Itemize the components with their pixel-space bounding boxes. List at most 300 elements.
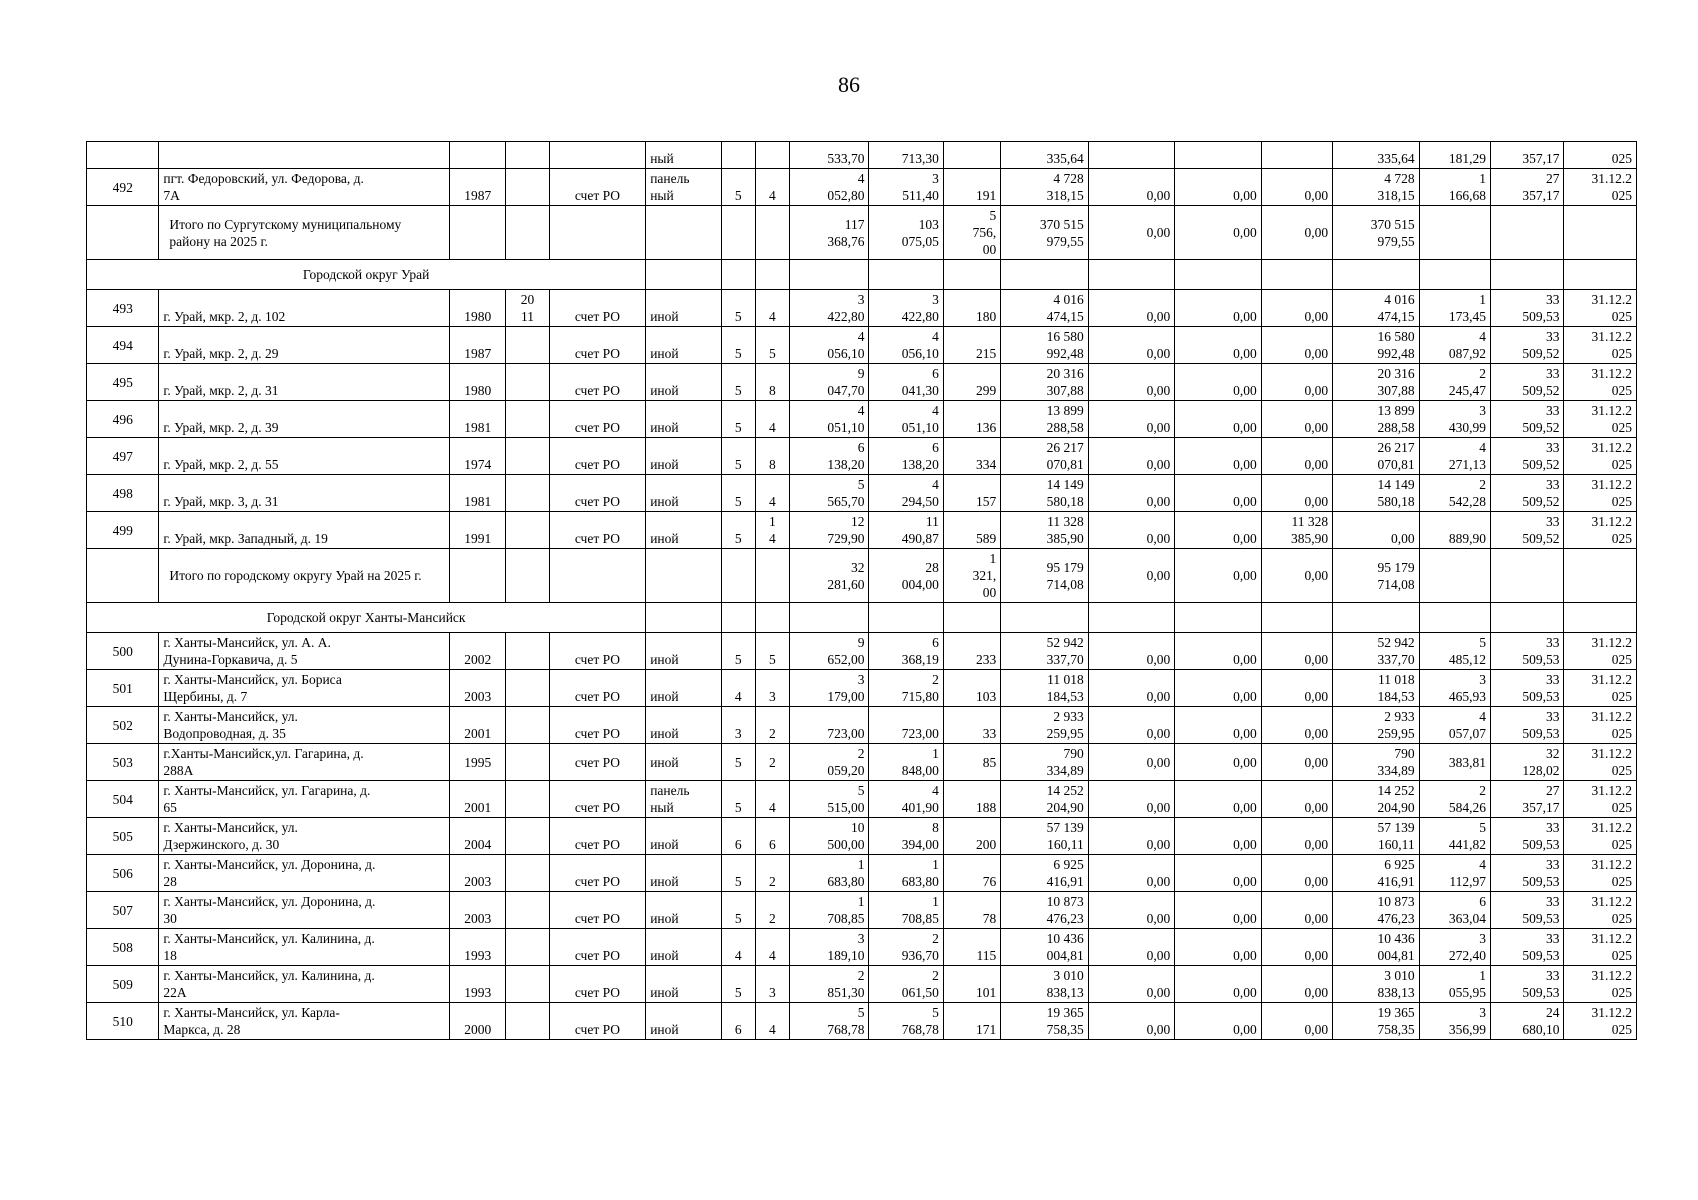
year-commissioned-cell [506,707,549,744]
floors-cell: 5 [721,512,755,549]
completion-date-cell: 31.12.2 025 [1564,966,1637,1003]
address-cell: г. Ханты-Мансийск, ул. Бориса Щербины, д. 7 [159,670,450,707]
table-row [87,633,1637,670]
fund-federal-cell: 0,00 [1088,327,1175,364]
residents-cell: 33 [943,707,1000,744]
fund-owners-cell: 26 217 070,81 [1333,438,1420,475]
empty-cell [1419,549,1490,603]
fund-regional-cell: 0,00 [1175,364,1262,401]
cost-per-sqm-cell: 5 441,82 [1419,818,1490,855]
residents-cell: 136 [943,401,1000,438]
wall-material-cell: иной [646,512,721,549]
fund-federal-cell [1088,142,1175,169]
year-commissioned-cell [506,1003,549,1040]
residents-cell [943,142,1000,169]
year-commissioned-cell [506,438,549,475]
empty-cell [1419,206,1490,260]
fund-local-cell: 0,00 [1261,169,1332,206]
completion-date-cell: 31.12.2 025 [1564,781,1637,818]
funding-source-cell: счет РО [549,169,646,206]
section-row [87,260,1637,290]
empty-cell [1419,260,1490,290]
entrances-cell: 3 [755,966,789,1003]
residents-cell: 334 [943,438,1000,475]
fund-federal-cell: 0,00 [1088,633,1175,670]
wall-material-cell: панель ный [646,781,721,818]
fund-regional-cell: 0,00 [1175,290,1262,327]
year-commissioned-cell [506,929,549,966]
year-commissioned-cell [506,744,549,781]
page-number: 86 [838,72,860,97]
residents-cell: 188 [943,781,1000,818]
total-cost-cell: 52 942 337,70 [1001,633,1089,670]
year-commissioned-cell [506,401,549,438]
floors-cell: 5 [721,438,755,475]
fund-owners-cell: 335,64 [1333,142,1420,169]
fund-regional-cell: 0,00 [1175,169,1262,206]
fund-federal-cell: 0,00 [1088,707,1175,744]
cost-per-sqm-cell: 889,90 [1419,512,1490,549]
year-built-cell: 2003 [450,855,506,892]
total-label: Итого по городскому округу Урай на 2025 г. [159,549,450,603]
wall-material-cell: иной [646,707,721,744]
year-commissioned-cell [506,855,549,892]
address-cell: г. Ханты-Мансийск, ул. Дзержинского, д. 30 [159,818,450,855]
year-commissioned-cell [506,818,549,855]
limit-per-sqm-cell: 33 509,52 [1491,475,1564,512]
completion-date-cell: 31.12.2 025 [1564,475,1637,512]
address-cell: г. Урай, мкр. 2, д. 29 [159,327,450,364]
row-number-cell: 508 [87,929,159,966]
limit-per-sqm-cell: 33 509,53 [1491,670,1564,707]
total-cost-cell: 11 328 385,90 [1001,512,1089,549]
area-living-cell: 3 422,80 [869,290,943,327]
address-cell: г. Урай, мкр. 2, д. 31 [159,364,450,401]
residents-cell: 101 [943,966,1000,1003]
year-built-cell: 2004 [450,818,506,855]
entrances-cell: 4 [755,290,789,327]
funding-source-cell: счет РО [549,707,646,744]
empty-cell [721,260,755,290]
total-cost-cell: 10 873 476,23 [1001,892,1089,929]
floors-cell: 5 [721,966,755,1003]
total-residents-cell: 5 756, 00 [943,206,1000,260]
completion-date-cell: 31.12.2 025 [1564,892,1637,929]
area-living-cell: 4 051,10 [869,401,943,438]
wall-material-cell: иной [646,892,721,929]
empty-cell [506,549,549,603]
floors-cell: 5 [721,855,755,892]
area-total-cell: 533,70 [790,142,869,169]
wall-material-cell: иной [646,855,721,892]
address-cell: г. Ханты-Мансийск, ул. Гагарина, д. 65 [159,781,450,818]
wall-material-cell: панель ный [646,169,721,206]
empty-cell [721,206,755,260]
fund-regional-cell: 0,00 [1175,401,1262,438]
funding-source-cell: счет РО [549,364,646,401]
year-commissioned-cell: 20 11 [506,290,549,327]
cost-per-sqm-cell: 1 055,95 [1419,966,1490,1003]
floors-cell: 4 [721,670,755,707]
completion-date-cell: 31.12.2 025 [1564,401,1637,438]
funding-source-cell: счет РО [549,892,646,929]
fund-local-cell: 0,00 [1261,475,1332,512]
row-number-cell: 509 [87,966,159,1003]
fund-federal-cell: 0,00 [1088,290,1175,327]
area-total-cell: 4 052,80 [790,169,869,206]
fund-owners-cell: 13 899 288,58 [1333,401,1420,438]
fund-regional-cell: 0,00 [1175,327,1262,364]
area-total-cell: 3 179,00 [790,670,869,707]
year-commissioned-cell [506,781,549,818]
fund-local-cell: 11 328 385,90 [1261,512,1332,549]
address-cell: г. Урай, мкр. 2, д. 39 [159,401,450,438]
floors-cell: 5 [721,475,755,512]
funding-source-cell: счет РО [549,929,646,966]
funding-source-cell: счет РО [549,855,646,892]
row-number-cell: 501 [87,670,159,707]
table-row [87,290,1637,327]
table-row [87,966,1637,1003]
area-living-cell: 2 715,80 [869,670,943,707]
table-row [87,892,1637,929]
total-area-total-cell: 32 281,60 [790,549,869,603]
year-built-cell: 1987 [450,169,506,206]
floors-cell [721,142,755,169]
completion-date-cell: 31.12.2 025 [1564,290,1637,327]
total-c14-cell: 0,00 [1175,206,1262,260]
address-cell: г. Урай, мкр. 2, д. 102 [159,290,450,327]
year-built-cell [450,142,506,169]
fund-regional-cell: 0,00 [1175,744,1262,781]
fund-local-cell: 0,00 [1261,929,1332,966]
address-cell: г. Ханты-Мансийск, ул. Калинина, д. 22А [159,966,450,1003]
limit-per-sqm-cell: 27 357,17 [1491,169,1564,206]
fund-owners-cell: 790 334,89 [1333,744,1420,781]
total-cost-cell: 95 179 714,08 [1001,549,1089,603]
area-total-cell: 6 138,20 [790,438,869,475]
residents-cell: 115 [943,929,1000,966]
area-total-cell: 9 652,00 [790,633,869,670]
wall-material-cell: иной [646,1003,721,1040]
wall-material-cell: иной [646,744,721,781]
year-commissioned-cell [506,327,549,364]
empty-cell [1261,603,1332,633]
entrances-cell: 2 [755,707,789,744]
area-living-cell: 2 061,50 [869,966,943,1003]
fund-local-cell: 0,00 [1261,1003,1332,1040]
floors-cell: 5 [721,892,755,929]
total-cost-cell: 11 018 184,53 [1001,670,1089,707]
floors-cell: 6 [721,1003,755,1040]
fund-owners-cell: 20 316 307,88 [1333,364,1420,401]
funding-source-cell: счет РО [549,290,646,327]
area-living-cell: 5 768,78 [869,1003,943,1040]
area-living-cell: 2 936,70 [869,929,943,966]
area-living-cell: 6 138,20 [869,438,943,475]
total-row [87,549,1637,603]
fund-local-cell: 0,00 [1261,966,1332,1003]
address-cell: г. Ханты-Мансийск, ул. А. А. Дунина-Горкавича, д. 5 [159,633,450,670]
total-cost-cell: 20 316 307,88 [1001,364,1089,401]
year-commissioned-cell [506,892,549,929]
limit-per-sqm-cell: 33 509,53 [1491,966,1564,1003]
empty-cell [755,206,789,260]
completion-date-cell: 31.12.2 025 [1564,169,1637,206]
address-cell: г. Ханты-Мансийск, ул. Доронина, д. 30 [159,892,450,929]
fund-owners-cell: 57 139 160,11 [1333,818,1420,855]
fund-federal-cell: 0,00 [1088,512,1175,549]
section-title: Городской округ Ханты-Мансийск [87,603,646,633]
total-area-total-cell: 117 368,76 [790,206,869,260]
row-number-cell [87,142,159,169]
fund-federal-cell: 0,00 [1088,855,1175,892]
area-living-cell: 3 511,40 [869,169,943,206]
cost-per-sqm-cell: 3 272,40 [1419,929,1490,966]
cost-per-sqm-cell: 5 485,12 [1419,633,1490,670]
area-total-cell: 1 708,85 [790,892,869,929]
empty-cell [646,260,721,290]
total-cost-cell: 13 899 288,58 [1001,401,1089,438]
fund-federal-cell: 0,00 [1088,1003,1175,1040]
funding-source-cell: счет РО [549,633,646,670]
cost-per-sqm-cell: 4 087,92 [1419,327,1490,364]
fund-local-cell: 0,00 [1261,670,1332,707]
limit-per-sqm-cell: 27 357,17 [1491,781,1564,818]
total-cost-cell: 335,64 [1001,142,1089,169]
year-built-cell: 1981 [450,475,506,512]
area-total-cell: 4 051,10 [790,401,869,438]
section-title: Городской округ Урай [87,260,646,290]
area-total-cell: 723,00 [790,707,869,744]
entrances-cell: 5 [755,327,789,364]
empty-cell [450,206,506,260]
residents-cell: 78 [943,892,1000,929]
empty-cell [869,260,943,290]
residents-cell: 233 [943,633,1000,670]
residents-cell: 215 [943,327,1000,364]
residents-cell: 180 [943,290,1000,327]
cost-per-sqm-cell: 2 245,47 [1419,364,1490,401]
floors-cell: 5 [721,781,755,818]
fund-regional-cell: 0,00 [1175,475,1262,512]
total-cost-cell: 14 252 204,90 [1001,781,1089,818]
cost-per-sqm-cell: 4 112,97 [1419,855,1490,892]
area-living-cell: 6 041,30 [869,364,943,401]
table-row [87,707,1637,744]
funding-source-cell: счет РО [549,818,646,855]
fund-local-cell: 0,00 [1261,781,1332,818]
address-cell: г. Ханты-Мансийск, ул. Водопроводная, д. 35 [159,707,450,744]
address-cell: г. Ханты-Мансийск, ул. Калинина, д. 18 [159,929,450,966]
table-row [87,512,1637,549]
address-cell: г. Урай, мкр. 2, д. 55 [159,438,450,475]
table-row [87,142,1637,169]
empty-cell [646,603,721,633]
area-total-cell: 9 047,70 [790,364,869,401]
residents-cell: 171 [943,1003,1000,1040]
year-built-cell: 1991 [450,512,506,549]
completion-date-cell: 31.12.2 025 [1564,438,1637,475]
fund-owners-cell: 14 252 204,90 [1333,781,1420,818]
limit-per-sqm-cell: 33 509,53 [1491,707,1564,744]
entrances-cell: 8 [755,438,789,475]
cost-per-sqm-cell: 3 430,99 [1419,401,1490,438]
wall-material-cell: иной [646,290,721,327]
fund-regional-cell: 0,00 [1175,707,1262,744]
funding-source-cell: счет РО [549,475,646,512]
row-number-cell: 510 [87,1003,159,1040]
fund-owners-cell: 16 580 992,48 [1333,327,1420,364]
empty-cell [1088,260,1175,290]
floors-cell: 5 [721,633,755,670]
limit-per-sqm-cell: 33 509,52 [1491,327,1564,364]
limit-per-sqm-cell: 33 509,52 [1491,401,1564,438]
total-cost-cell: 3 010 838,13 [1001,966,1089,1003]
completion-date-cell: 31.12.2 025 [1564,855,1637,892]
year-built-cell: 2002 [450,633,506,670]
area-living-cell: 11 490,87 [869,512,943,549]
year-commissioned-cell [506,512,549,549]
fund-regional-cell: 0,00 [1175,512,1262,549]
funding-source-cell: счет РО [549,327,646,364]
cost-per-sqm-cell: 1 166,68 [1419,169,1490,206]
fund-owners-cell: 10 436 004,81 [1333,929,1420,966]
completion-date-cell: 31.12.2 025 [1564,512,1637,549]
cost-per-sqm-cell: 3 356,99 [1419,1003,1490,1040]
total-cost-cell: 16 580 992,48 [1001,327,1089,364]
empty-cell [549,549,646,603]
table-row [87,855,1637,892]
area-total-cell: 3 422,80 [790,290,869,327]
empty-cell [1564,260,1637,290]
total-cost-cell: 2 933 259,95 [1001,707,1089,744]
fund-regional-cell: 0,00 [1175,633,1262,670]
fund-local-cell: 0,00 [1261,364,1332,401]
fund-local-cell: 0,00 [1261,438,1332,475]
section-row [87,603,1637,633]
wall-material-cell: иной [646,327,721,364]
entrances-cell: 4 [755,929,789,966]
fund-federal-cell: 0,00 [1088,781,1175,818]
entrances-cell: 2 [755,744,789,781]
fund-federal-cell: 0,00 [1088,475,1175,512]
row-number-cell: 506 [87,855,159,892]
completion-date-cell: 31.12.2 025 [1564,633,1637,670]
fund-federal-cell: 0,00 [1088,438,1175,475]
table-row [87,744,1637,781]
cost-per-sqm-cell: 4 271,13 [1419,438,1490,475]
empty-cell [1333,603,1420,633]
entrances-cell: 4 [755,781,789,818]
empty-cell [1491,260,1564,290]
fund-local-cell: 0,00 [1261,892,1332,929]
year-built-cell: 2003 [450,670,506,707]
cost-per-sqm-cell: 6 363,04 [1419,892,1490,929]
total-c13-cell: 0,00 [1088,206,1175,260]
entrances-cell [755,142,789,169]
empty-cell [549,206,646,260]
limit-per-sqm-cell: 357,17 [1491,142,1564,169]
fund-regional-cell: 0,00 [1175,966,1262,1003]
limit-per-sqm-cell: 33 509,52 [1491,512,1564,549]
fund-local-cell: 0,00 [1261,744,1332,781]
limit-per-sqm-cell: 33 509,53 [1491,929,1564,966]
limit-per-sqm-cell: 24 680,10 [1491,1003,1564,1040]
area-total-cell: 12 729,90 [790,512,869,549]
entrances-cell: 2 [755,892,789,929]
cost-per-sqm-cell: 3 465,93 [1419,670,1490,707]
floors-cell: 5 [721,290,755,327]
fund-federal-cell: 0,00 [1088,818,1175,855]
cost-per-sqm-cell: 1 173,45 [1419,290,1490,327]
year-built-cell: 1987 [450,327,506,364]
limit-per-sqm-cell: 33 509,53 [1491,892,1564,929]
funding-source-cell [549,142,646,169]
floors-cell: 4 [721,929,755,966]
area-total-cell: 5 768,78 [790,1003,869,1040]
year-built-cell: 1995 [450,744,506,781]
fund-regional-cell: 0,00 [1175,892,1262,929]
area-living-cell: 6 368,19 [869,633,943,670]
fund-federal-cell: 0,00 [1088,670,1175,707]
table-row [87,781,1637,818]
row-number-cell: 500 [87,633,159,670]
table-row [87,169,1637,206]
wall-material-cell: ный [646,142,721,169]
floors-cell: 3 [721,707,755,744]
fund-regional-cell [1175,142,1262,169]
fund-federal-cell: 0,00 [1088,744,1175,781]
empty-cell [1175,260,1262,290]
year-commissioned-cell [506,475,549,512]
funding-source-cell: счет РО [549,670,646,707]
empty-cell [87,549,159,603]
limit-per-sqm-cell: 33 509,53 [1491,633,1564,670]
fund-owners-cell: 0,00 [1333,512,1420,549]
empty-cell [755,260,789,290]
total-cost-cell: 14 149 580,18 [1001,475,1089,512]
floors-cell: 6 [721,818,755,855]
entrances-cell: 4 [755,401,789,438]
fund-federal-cell: 0,00 [1088,169,1175,206]
total-cost-cell: 790 334,89 [1001,744,1089,781]
area-living-cell: 4 294,50 [869,475,943,512]
empty-cell [646,206,721,260]
area-living-cell: 1 708,85 [869,892,943,929]
residents-cell: 157 [943,475,1000,512]
residents-cell: 299 [943,364,1000,401]
floors-cell: 5 [721,169,755,206]
fund-local-cell: 0,00 [1261,327,1332,364]
table-row [87,1003,1637,1040]
completion-date-cell: 31.12.2 025 [1564,327,1637,364]
completion-date-cell: 31.12.2 025 [1564,1003,1637,1040]
area-total-cell: 1 683,80 [790,855,869,892]
wall-material-cell: иной [646,364,721,401]
completion-date-cell: 31.12.2 025 [1564,818,1637,855]
empty-cell [1564,603,1637,633]
year-commissioned-cell [506,633,549,670]
year-built-cell: 1980 [450,290,506,327]
fund-owners-cell: 4 728 318,15 [1333,169,1420,206]
year-built-cell: 1993 [450,966,506,1003]
fund-regional-cell: 0,00 [1175,818,1262,855]
total-c15-cell: 0,00 [1261,206,1332,260]
limit-per-sqm-cell: 33 509,53 [1491,818,1564,855]
row-number-cell: 494 [87,327,159,364]
funding-source-cell: счет РО [549,744,646,781]
